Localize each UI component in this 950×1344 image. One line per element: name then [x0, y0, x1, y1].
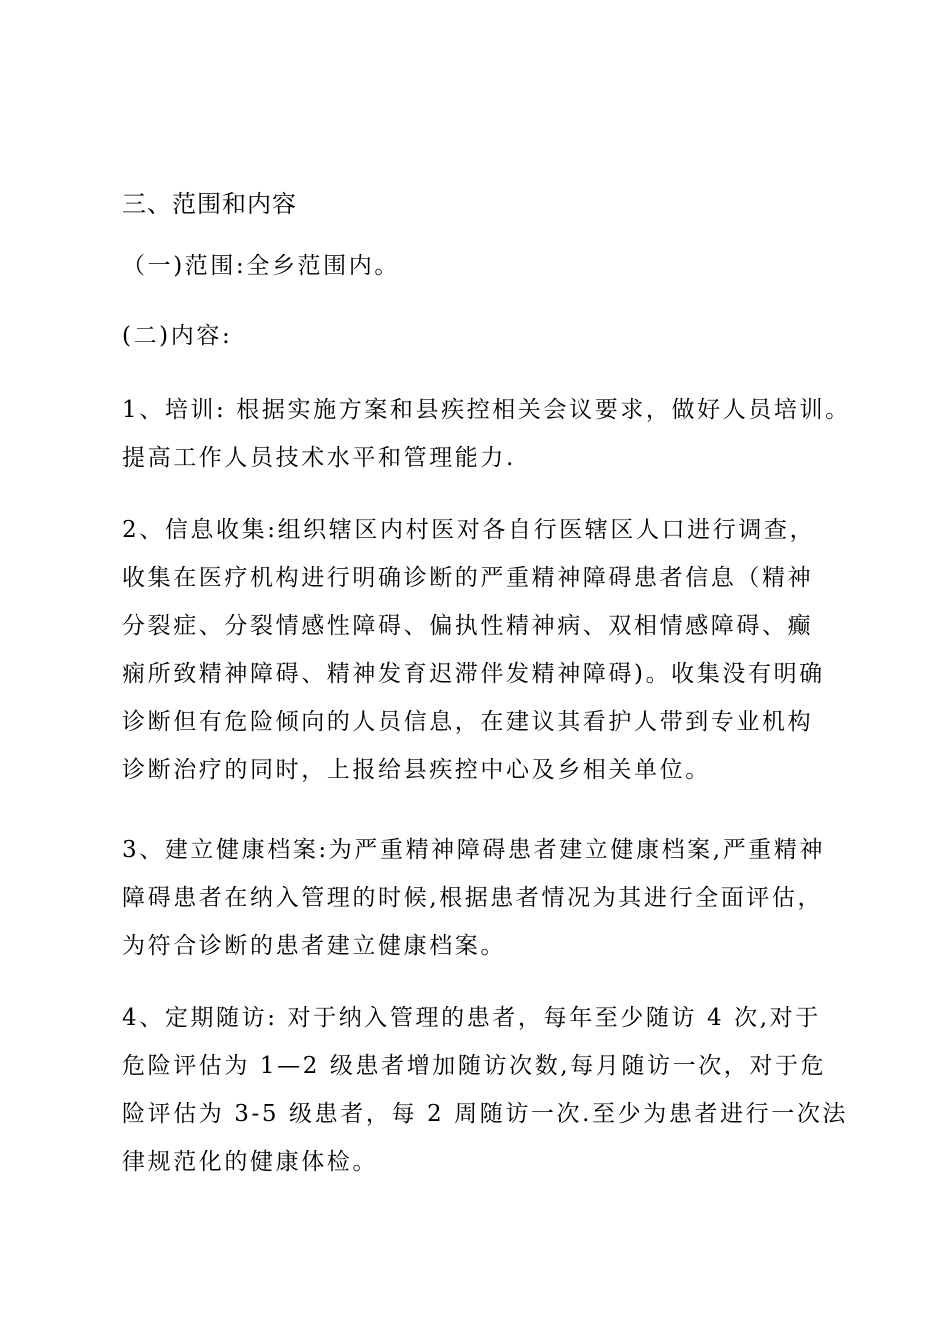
item-info-line-4: 痫所致精神障碍、精神发育迟滞伴发精神障碍)。收集没有明确: [122, 661, 825, 687]
item-training-line-1: 1、培训: 根据实施方案和县疾控相关会议要求，做好人员培训。: [122, 397, 851, 423]
item-info-line-1: 2、信息收集:组织辖区内村医对各自行医辖区人口进行调查，: [122, 517, 816, 543]
item-info-collection: [122, 506, 834, 794]
item-info-line-3: 分裂症、分裂情感性障碍、偏执性精神病、双相情感障碍、癫: [122, 613, 814, 639]
section-heading: 三、范围和内容: [122, 190, 297, 218]
item-records-line-3: 为符合诊断的患者建立健康档案。: [122, 933, 506, 959]
item-followup-line-4: 律规范化的健康体检。: [122, 1149, 378, 1175]
item-followup-line-1: 4、定期随访: 对于纳入管理的患者，每年至少随访 4 次,对于: [122, 1005, 821, 1031]
document-body: [122, 186, 851, 1210]
item-info-line-2: 收集在医疗机构进行明确诊断的严重精神障碍患者信息（精神: [122, 565, 814, 591]
subsection-scope: （一)范围:全乡范围内。: [122, 253, 400, 279]
subsection-content: (二)内容:: [122, 323, 233, 349]
item-follow-up: [122, 994, 849, 1186]
item-info-line-6: 诊断治疗的同时，上报给县疾控中心及乡相关单位。: [122, 757, 711, 783]
item-info-line-5: 诊断但有危险倾向的人员信息，在建议其看护人带到专业机构: [122, 709, 814, 735]
item-records-line-2: 障碍患者在纳入管理的时候,根据患者情况为其进行全面评估，: [122, 885, 824, 911]
item-followup-line-3: 险评估为 3-5 级患者，每 2 周随访一次.至少为患者进行一次法: [122, 1101, 849, 1127]
item-health-records: [122, 826, 834, 970]
item-training-line-2: 提高工作人员技术水平和管理能力.: [122, 445, 516, 471]
item-records-line-1: 3、建立健康档案:为严重精神障碍患者建立健康档案,严重精神: [122, 837, 826, 863]
item-followup-line-2: 危险评估为 1—2 级患者增加随访次数,每月随访一次，对于危: [122, 1053, 827, 1079]
item-training: [122, 386, 851, 482]
